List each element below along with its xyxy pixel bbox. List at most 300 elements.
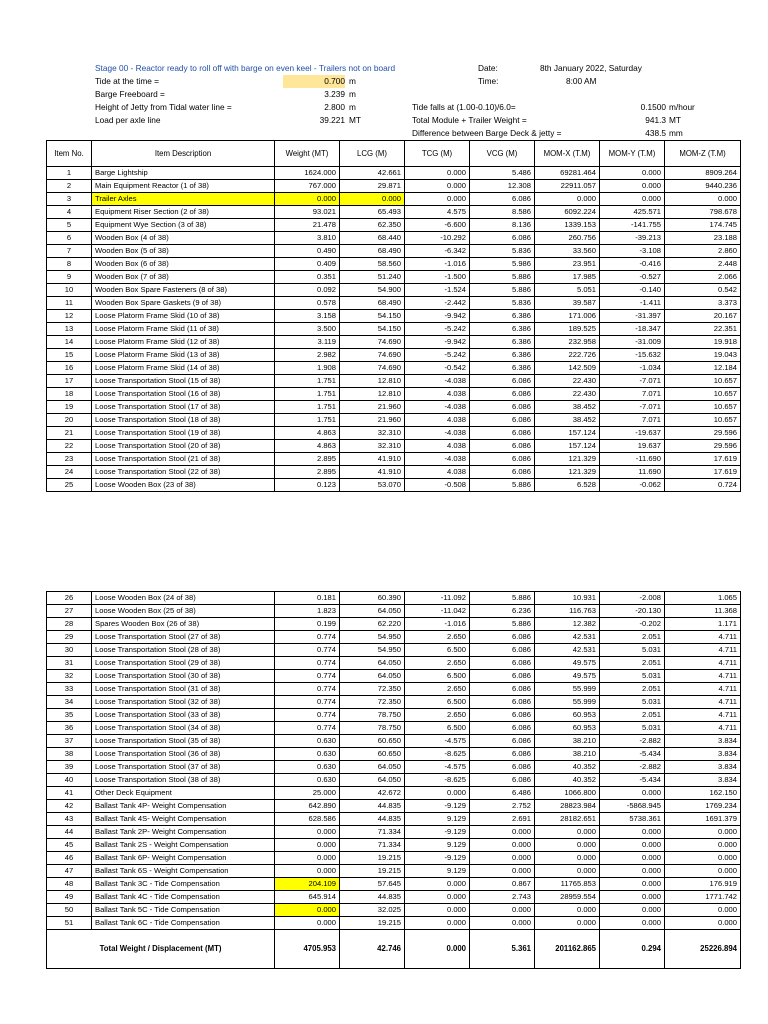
- cell-tcg: -2.442: [405, 297, 470, 310]
- cell-description: Loose Transportation Stool (22 of 38): [92, 466, 275, 479]
- cell-mom-y: 0.000: [600, 865, 665, 878]
- cell-tcg: -10.292: [405, 232, 470, 245]
- cell-vcg: 6.386: [470, 362, 535, 375]
- cell-mom-y: -7.071: [600, 401, 665, 414]
- cell-item-no: 1: [47, 167, 92, 180]
- date-value: 8th January 2022, Saturday: [540, 63, 642, 73]
- cell-description: Ballast Tank 4S- Weight Compensation: [92, 813, 275, 826]
- cell-tcg: -4.038: [405, 453, 470, 466]
- col-header-tcg: TCG (M): [405, 141, 470, 167]
- cell-description: Loose Transportation Stool (21 of 38): [92, 453, 275, 466]
- table-row: [47, 284, 741, 297]
- table-row: [47, 232, 741, 245]
- cell-tcg: -9.942: [405, 310, 470, 323]
- cell-tcg: -5.242: [405, 349, 470, 362]
- cell-item-no: 31: [47, 657, 92, 670]
- cell-description: Loose Platorm Frame Skid (11 of 38): [92, 323, 275, 336]
- cell-mom-y: 7.071: [600, 388, 665, 401]
- cell-lcg: 68.440: [340, 232, 405, 245]
- cell-vcg: 6.086: [470, 440, 535, 453]
- cell-mom-z: 9440.236: [665, 180, 741, 193]
- cell-mom-z: 19.918: [665, 336, 741, 349]
- cell-vcg: 6.386: [470, 310, 535, 323]
- cell-vcg: 6.386: [470, 323, 535, 336]
- cell-tcg: 9.129: [405, 839, 470, 852]
- cell-mom-y: 425.571: [600, 206, 665, 219]
- cell-mom-y: 0.000: [600, 839, 665, 852]
- cell-mom-y: 0.000: [600, 180, 665, 193]
- tide-value: 0.700: [283, 75, 345, 88]
- cell-item-no: 12: [47, 310, 92, 323]
- cell-description: Loose Transportation Stool (34 of 38): [92, 722, 275, 735]
- cell-tcg: 6.500: [405, 696, 470, 709]
- cell-mom-x: 0.000: [535, 917, 600, 930]
- cell-tcg: -1.524: [405, 284, 470, 297]
- cell-weight: 0.092: [275, 284, 340, 297]
- cell-vcg: 6.086: [470, 232, 535, 245]
- cell-item-no: 13: [47, 323, 92, 336]
- table-row: [47, 479, 741, 492]
- cell-mom-y: 0.000: [600, 917, 665, 930]
- cell-vcg: 6.086: [470, 427, 535, 440]
- jetty-height-label: Height of Jetty from Tidal water line =: [95, 102, 232, 112]
- cell-mom-x: 0.000: [535, 839, 600, 852]
- cell-description: Loose Transportation Stool (31 of 38): [92, 683, 275, 696]
- cell-mom-x: 116.763: [535, 605, 600, 618]
- deck-diff-label: Difference between Barge Deck & jetty =: [412, 128, 562, 138]
- cell-description: Loose Transportation Stool (19 of 38): [92, 427, 275, 440]
- cell-mom-x: 38.210: [535, 748, 600, 761]
- col-header-mom-z: MOM-Z (T.M): [665, 141, 741, 167]
- cell-description: Loose Platorm Frame Skid (10 of 38): [92, 310, 275, 323]
- cell-tcg: -1.016: [405, 258, 470, 271]
- cell-description: Loose Transportation Stool (27 of 38): [92, 631, 275, 644]
- cell-tcg: 4.575: [405, 206, 470, 219]
- table-header-row: [47, 141, 741, 167]
- cell-weight: 0.000: [275, 865, 340, 878]
- cell-lcg: 64.050: [340, 761, 405, 774]
- cell-description: Loose Transportation Stool (15 of 38): [92, 375, 275, 388]
- cell-tcg: -9.129: [405, 800, 470, 813]
- cell-tcg: -6.600: [405, 219, 470, 232]
- cell-item-no: 40: [47, 774, 92, 787]
- cell-mom-y: -0.527: [600, 271, 665, 284]
- cell-tcg: -4.038: [405, 375, 470, 388]
- cell-lcg: 78.750: [340, 709, 405, 722]
- cell-tcg: 0.000: [405, 193, 470, 206]
- cell-lcg: 74.690: [340, 362, 405, 375]
- cell-vcg: 6.386: [470, 349, 535, 362]
- cell-mom-z: 17.619: [665, 466, 741, 479]
- cell-mom-z: 4.711: [665, 670, 741, 683]
- cell-tcg: 6.500: [405, 722, 470, 735]
- cell-mom-y: 0.000: [600, 904, 665, 917]
- cell-tcg: -8.625: [405, 774, 470, 787]
- cell-vcg: 5.836: [470, 297, 535, 310]
- cell-mom-z: 1771.742: [665, 891, 741, 904]
- total-weight-unit: MT: [669, 115, 681, 125]
- cell-weight: 1.751: [275, 375, 340, 388]
- cell-mom-z: 0.000: [665, 839, 741, 852]
- cell-mom-y: 0.000: [600, 787, 665, 800]
- cell-lcg: 58.560: [340, 258, 405, 271]
- cell-weight: 0.000: [275, 826, 340, 839]
- cell-description: Ballast Tank 3C - Tide Compensation: [92, 878, 275, 891]
- cell-description: Loose Platorm Frame Skid (13 of 38): [92, 349, 275, 362]
- cell-mom-z: 176.919: [665, 878, 741, 891]
- cell-vcg: 6.086: [470, 735, 535, 748]
- cell-mom-z: 1.065: [665, 592, 741, 605]
- cell-vcg: 5.886: [470, 479, 535, 492]
- cell-mom-x: 157.124: [535, 427, 600, 440]
- cell-description: Loose Transportation Stool (16 of 38): [92, 388, 275, 401]
- cell-lcg: 19.215: [340, 852, 405, 865]
- cell-mom-y: -5.434: [600, 748, 665, 761]
- cell-mom-z: 3.834: [665, 761, 741, 774]
- cell-description: Other Deck Equipment: [92, 787, 275, 800]
- cell-description: Barge Lightship: [92, 167, 275, 180]
- cell-vcg: 6.086: [470, 657, 535, 670]
- table-row: [47, 852, 741, 865]
- table-row: [47, 310, 741, 323]
- cell-lcg: 60.650: [340, 748, 405, 761]
- cell-lcg: 53.070: [340, 479, 405, 492]
- cell-mom-x: 60.953: [535, 722, 600, 735]
- cell-description: Loose Transportation Stool (17 of 38): [92, 401, 275, 414]
- cell-mom-z: 1769.234: [665, 800, 741, 813]
- cell-mom-z: 4.711: [665, 644, 741, 657]
- cell-description: Loose Transportation Stool (32 of 38): [92, 696, 275, 709]
- cell-mom-z: 0.000: [665, 904, 741, 917]
- cell-mom-y: -0.202: [600, 618, 665, 631]
- cell-weight: 0.123: [275, 479, 340, 492]
- cell-weight: 0.630: [275, 748, 340, 761]
- cell-mom-x: 23.951: [535, 258, 600, 271]
- col-header-mom-x: MOM-X (T.M): [535, 141, 600, 167]
- cell-item-no: 7: [47, 245, 92, 258]
- cell-weight: 0.774: [275, 657, 340, 670]
- cell-weight: 4.863: [275, 427, 340, 440]
- table-row: [47, 167, 741, 180]
- cell-mom-x: 6.528: [535, 479, 600, 492]
- cell-weight: 25.000: [275, 787, 340, 800]
- cell-item-no: 51: [47, 917, 92, 930]
- cell-mom-z: 19.043: [665, 349, 741, 362]
- cell-lcg: 72.350: [340, 696, 405, 709]
- table-row: [47, 349, 741, 362]
- cell-weight: 0.490: [275, 245, 340, 258]
- cell-tcg: 4.038: [405, 414, 470, 427]
- cell-vcg: 6.086: [470, 401, 535, 414]
- cell-mom-z: 0.000: [665, 865, 741, 878]
- cell-item-no: 27: [47, 605, 92, 618]
- cell-item-no: 20: [47, 414, 92, 427]
- cell-vcg: 5.886: [470, 592, 535, 605]
- cell-lcg: 57.645: [340, 878, 405, 891]
- cell-mom-y: -39.213: [600, 232, 665, 245]
- cell-mom-y: -19.637: [600, 427, 665, 440]
- cell-weight: 0.181: [275, 592, 340, 605]
- cell-weight: 0.000: [275, 193, 340, 206]
- cell-weight: 645.914: [275, 891, 340, 904]
- cell-item-no: 24: [47, 466, 92, 479]
- cell-item-no: 21: [47, 427, 92, 440]
- table-row: [47, 657, 741, 670]
- cell-description: Loose Transportation Stool (36 of 38): [92, 748, 275, 761]
- cell-vcg: 6.236: [470, 605, 535, 618]
- cell-tcg: 0.000: [405, 180, 470, 193]
- cell-weight: 0.630: [275, 735, 340, 748]
- cell-mom-x: 1066.800: [535, 787, 600, 800]
- cell-weight: 0.000: [275, 839, 340, 852]
- table-row: [47, 748, 741, 761]
- cell-mom-z: 3.834: [665, 774, 741, 787]
- cell-item-no: 50: [47, 904, 92, 917]
- cell-mom-y: 5738.361: [600, 813, 665, 826]
- cell-mom-z: 29.596: [665, 440, 741, 453]
- cell-lcg: 32.025: [340, 904, 405, 917]
- cell-mom-y: -0.416: [600, 258, 665, 271]
- cell-lcg: 19.215: [340, 917, 405, 930]
- cell-mom-y: 2.051: [600, 631, 665, 644]
- cell-lcg: 71.334: [340, 826, 405, 839]
- cell-weight: 93.021: [275, 206, 340, 219]
- table-row: [47, 219, 741, 232]
- cell-vcg: 6.086: [470, 375, 535, 388]
- cell-mom-y: 5.031: [600, 722, 665, 735]
- cell-mom-x: 38.452: [535, 401, 600, 414]
- stability-table-part1: [46, 140, 741, 492]
- cell-vcg: 6.086: [470, 453, 535, 466]
- cell-mom-z: 0.000: [665, 826, 741, 839]
- table-row: [47, 414, 741, 427]
- cell-tcg: -6.342: [405, 245, 470, 258]
- axle-load-unit: MT: [349, 115, 361, 125]
- table-row: [47, 696, 741, 709]
- cell-tcg: 4.038: [405, 440, 470, 453]
- cell-item-no: 37: [47, 735, 92, 748]
- cell-vcg: 8.136: [470, 219, 535, 232]
- cell-mom-x: 22.430: [535, 375, 600, 388]
- cell-mom-y: -2.882: [600, 761, 665, 774]
- cell-weight: 4.863: [275, 440, 340, 453]
- cell-description: Loose Wooden Box (25 of 38): [92, 605, 275, 618]
- tide-label: Tide at the time =: [95, 76, 160, 86]
- cell-description: Loose Wooden Box (24 of 38): [92, 592, 275, 605]
- cell-vcg: 6.086: [470, 414, 535, 427]
- cell-mom-y: 5.031: [600, 644, 665, 657]
- cell-mom-x: 60.953: [535, 709, 600, 722]
- table-row: [47, 323, 741, 336]
- cell-tcg: -1.016: [405, 618, 470, 631]
- cell-mom-x: 38.452: [535, 414, 600, 427]
- cell-vcg: 6.386: [470, 336, 535, 349]
- cell-tcg: 0.000: [405, 167, 470, 180]
- cell-mom-x: 157.124: [535, 440, 600, 453]
- cell-description: Loose Transportation Stool (18 of 38): [92, 414, 275, 427]
- cell-vcg: 6.086: [470, 748, 535, 761]
- table-row: [47, 206, 741, 219]
- cell-item-no: 10: [47, 284, 92, 297]
- cell-mom-x: 0.000: [535, 865, 600, 878]
- cell-tcg: 2.650: [405, 631, 470, 644]
- cell-vcg: 5.886: [470, 271, 535, 284]
- cell-description: Loose Transportation Stool (20 of 38): [92, 440, 275, 453]
- cell-item-no: 41: [47, 787, 92, 800]
- cell-weight: 3.810: [275, 232, 340, 245]
- cell-lcg: 21.960: [340, 401, 405, 414]
- table-row: [47, 440, 741, 453]
- cell-tcg: -1.500: [405, 271, 470, 284]
- total-lcg: 42.746: [340, 930, 405, 969]
- cell-mom-y: -2.882: [600, 735, 665, 748]
- cell-lcg: 64.050: [340, 657, 405, 670]
- cell-description: Wooden Box (7 of 38): [92, 271, 275, 284]
- cell-item-no: 3: [47, 193, 92, 206]
- cell-tcg: 6.500: [405, 670, 470, 683]
- cell-lcg: 44.835: [340, 813, 405, 826]
- cell-mom-x: 40.352: [535, 761, 600, 774]
- cell-mom-z: 0.000: [665, 193, 741, 206]
- cell-lcg: 68.490: [340, 245, 405, 258]
- cell-vcg: 0.000: [470, 917, 535, 930]
- cell-item-no: 36: [47, 722, 92, 735]
- cell-mom-y: 2.051: [600, 683, 665, 696]
- cell-mom-x: 55.999: [535, 696, 600, 709]
- cell-mom-x: 142.509: [535, 362, 600, 375]
- freeboard-value: 3.239: [324, 89, 345, 99]
- cell-item-no: 38: [47, 748, 92, 761]
- cell-lcg: 60.650: [340, 735, 405, 748]
- cell-description: Loose Transportation Stool (35 of 38): [92, 735, 275, 748]
- table-row: [47, 904, 741, 917]
- cell-weight: 1624.000: [275, 167, 340, 180]
- cell-description: Ballast Tank 2P- Weight Compensation: [92, 826, 275, 839]
- axle-load-value: 39.221: [319, 115, 345, 125]
- cell-item-no: 46: [47, 852, 92, 865]
- cell-mom-x: 69281.464: [535, 167, 600, 180]
- cell-item-no: 44: [47, 826, 92, 839]
- cell-item-no: 9: [47, 271, 92, 284]
- table-row: [47, 787, 741, 800]
- cell-vcg: 6.086: [470, 388, 535, 401]
- table-row: [47, 891, 741, 904]
- cell-mom-z: 12.184: [665, 362, 741, 375]
- cell-mom-x: 222.726: [535, 349, 600, 362]
- table-row: [47, 592, 741, 605]
- cell-item-no: 34: [47, 696, 92, 709]
- cell-mom-x: 28823.984: [535, 800, 600, 813]
- cell-lcg: 60.390: [340, 592, 405, 605]
- table-row: [47, 427, 741, 440]
- cell-mom-z: 11.368: [665, 605, 741, 618]
- cell-item-no: 43: [47, 813, 92, 826]
- cell-mom-x: 28959.554: [535, 891, 600, 904]
- cell-vcg: 2.691: [470, 813, 535, 826]
- table-row: [47, 336, 741, 349]
- cell-mom-y: 2.051: [600, 657, 665, 670]
- cell-vcg: 2.752: [470, 800, 535, 813]
- cell-item-no: 8: [47, 258, 92, 271]
- table-row: [47, 180, 741, 193]
- table-row: [47, 774, 741, 787]
- table-row: [47, 917, 741, 930]
- cell-weight: 1.751: [275, 414, 340, 427]
- cell-lcg: 42.672: [340, 787, 405, 800]
- cell-lcg: 32.310: [340, 427, 405, 440]
- cell-weight: 2.895: [275, 453, 340, 466]
- cell-vcg: 6.086: [470, 670, 535, 683]
- cell-mom-z: 20.167: [665, 310, 741, 323]
- total-mom-x: 201162.865: [535, 930, 600, 969]
- cell-description: Ballast Tank 4C - Tide Compensation: [92, 891, 275, 904]
- cell-mom-z: 0.000: [665, 852, 741, 865]
- cell-lcg: 41.910: [340, 466, 405, 479]
- cell-description: Loose Transportation Stool (28 of 38): [92, 644, 275, 657]
- table-row: [47, 297, 741, 310]
- cell-weight: 642.890: [275, 800, 340, 813]
- cell-mom-z: 2.066: [665, 271, 741, 284]
- col-header-description: Item Description: [92, 141, 275, 167]
- cell-mom-y: 11.690: [600, 466, 665, 479]
- cell-weight: 0.774: [275, 670, 340, 683]
- cell-description: Ballast Tank 6S - Weight Compensation: [92, 865, 275, 878]
- table-row: [47, 839, 741, 852]
- cell-weight: 0.000: [275, 917, 340, 930]
- cell-mom-z: 17.619: [665, 453, 741, 466]
- cell-mom-z: 798.678: [665, 206, 741, 219]
- col-header-weight: Weight (MT): [275, 141, 340, 167]
- table-row: [47, 618, 741, 631]
- cell-weight: 2.895: [275, 466, 340, 479]
- col-header-mom-y: MOM-Y (T.M): [600, 141, 665, 167]
- cell-lcg: 68.490: [340, 297, 405, 310]
- cell-description: Loose Transportation Stool (38 of 38): [92, 774, 275, 787]
- table-row: [47, 709, 741, 722]
- table-row: [47, 878, 741, 891]
- col-header-item-no: Item No.: [47, 141, 92, 167]
- cell-weight: 0.774: [275, 631, 340, 644]
- cell-description: Loose Transportation Stool (30 of 38): [92, 670, 275, 683]
- cell-description: Ballast Tank 6P- Weight Compensation: [92, 852, 275, 865]
- cell-tcg: -5.242: [405, 323, 470, 336]
- cell-tcg: 9.129: [405, 813, 470, 826]
- cell-lcg: 54.950: [340, 631, 405, 644]
- cell-mom-x: 22.430: [535, 388, 600, 401]
- cell-description: Loose Transportation Stool (37 of 38): [92, 761, 275, 774]
- cell-tcg: 2.650: [405, 709, 470, 722]
- cell-weight: 0.409: [275, 258, 340, 271]
- cell-lcg: 64.050: [340, 670, 405, 683]
- cell-lcg: 51.240: [340, 271, 405, 284]
- table-row: [47, 826, 741, 839]
- cell-lcg: 12.810: [340, 375, 405, 388]
- cell-vcg: 12.308: [470, 180, 535, 193]
- total-weight: 4705.953: [275, 930, 340, 969]
- col-header-vcg: VCG (M): [470, 141, 535, 167]
- cell-vcg: 6.486: [470, 787, 535, 800]
- cell-tcg: -9.129: [405, 852, 470, 865]
- cell-mom-x: 49.575: [535, 657, 600, 670]
- cell-description: Equipment Wye Section (3 of 38): [92, 219, 275, 232]
- cell-mom-x: 171.006: [535, 310, 600, 323]
- table-row: [47, 466, 741, 479]
- cell-lcg: 32.310: [340, 440, 405, 453]
- cell-mom-y: 2.051: [600, 709, 665, 722]
- table-row: [47, 722, 741, 735]
- table-row: [47, 644, 741, 657]
- cell-vcg: 5.886: [470, 284, 535, 297]
